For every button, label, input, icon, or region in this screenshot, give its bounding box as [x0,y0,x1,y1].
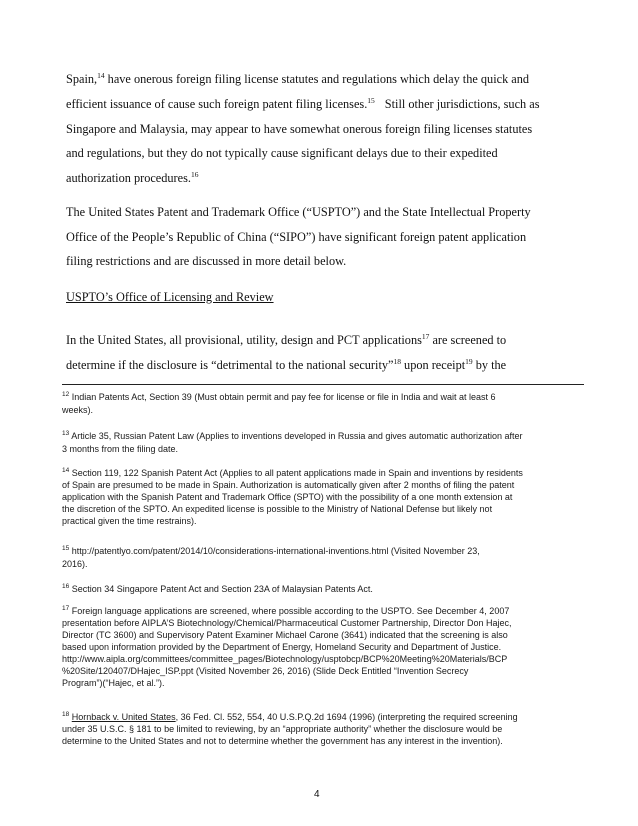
footnote-line: $^{14}$ Section 119, 122 Spanish Patent Act (Applies to all patent applications made in Spain and inventions by residents [62,467,523,478]
text-line: Office of the People’s Republic of China (“SIPO”) have significant foreign patent application [66,230,527,244]
footnote-ref-15[interactable]: 15 [367,96,375,105]
footnote-16 [62,584,592,594]
footnote-14 [62,468,592,526]
footnote-line: Program”)(“Hajec, et al.”). [62,678,165,688]
footnote-line: application with the Spanish Patent and Trademark Office (SPTO) with the possibility of a one month extension at [62,492,513,502]
text-line: and regulations, but they do not typically cause significant delays due to their expedited [66,146,498,160]
footnote-ref-18[interactable]: 18 [393,357,401,366]
footnote-number: 14 [62,467,70,474]
footnote-line: 3 months from the filing date. [62,444,179,454]
footnote-line: determine to the United States and not to determine whether the government has any interest in the invention). [62,736,503,746]
footnote-line: practical given the time restrains). [62,516,197,526]
text-line: The United States Patent and Trademark Office (“USPTO”) and the State Intellectual Property [66,205,531,219]
footnote-ref-16[interactable]: 16 [190,170,199,179]
case-citation: Hornback v. United States [71,712,176,722]
footnote-number: 15 [62,545,70,552]
text-line: Spain,$^{14}$ have onerous foreign filing license statutes and regulations which delay the quick and [66,71,530,86]
footnote-ref-19[interactable]: 19 [465,357,473,366]
text-line: determine if the disclosure is “detrimental to the national security”$^{18}$ upon receipt$^{19}$ by the [66,357,507,372]
footnote-13 [62,431,592,454]
footnote-12 [62,392,592,415]
text-line: Singapore and Malaysia, may appear to have somewhat onerous foreign filing licenses statutes [66,122,533,136]
footnote-number: 13 [62,430,70,437]
footnote-line: $^{12}$ Indian Patents Act, Section 39 (Must obtain permit and pay fee for license or file in India and wait at least 6 [62,391,496,402]
footnote-ref-14[interactable]: 14 [97,71,105,80]
text-line: authorization procedures.$^{16}$ [66,170,199,185]
footnote-18 [62,712,592,746]
footnote-line: of Spain are presumed to be made in Spain. Authorization is automatically given after 2 months of filing the patent [62,480,515,490]
section-heading: USPTO’s Office of Licensing and Review [66,290,274,304]
footnote-line: http://www.aipla.org/committees/committee_pages/Biotechnology/usptobcp/BCP%20Meeting%20Materials/BCP [62,654,508,664]
footnote-line: 2016). [62,559,88,569]
footnote-number: 17 [62,605,70,612]
footnote-line: presentation before AIPLA’S Biotechnology/Chemical/Pharmaceutical Customer Partnership, Director Don Hajec, [62,618,512,628]
footnote-line: $^{16}$ Section 34 Singapore Patent Act and Section 23A of Malaysian Patents Act. [62,583,373,594]
footnote-number: 16 [62,583,70,590]
footnote-number: 18 [62,711,70,718]
footnote-separator [62,384,584,385]
text-line: filing restrictions and are discussed in more detail below. [66,254,347,268]
footnote-line: $^{13}$ Article 35, Russian Patent Law (Applies to inventions developed in Russia and gives automatic authorization after [62,430,523,441]
footnote-number: 12 [62,391,70,398]
footnote-ref-17[interactable]: 17 [421,332,430,341]
footnote-line: the discretion of the SPTO. An expedited license is possible to the Ministry of National Defense but likely not [62,504,493,514]
footnote-line: Director (TC 3600) and Supervisory Patent Examiner Michael Carone (3641) indicated that the screening is also [62,630,508,640]
footnote-line [62,546,592,556]
footnote-15 [62,546,592,569]
text-line: efficient issuance of cause such foreign patent filing licenses.$^{15}$ Still other jurisdictions, such as [66,96,540,111]
footnote-line: $^{18}$ Hornback v. United States, 36 Fed. Cl. 552, 554, 40 U.S.P.Q.2d 1694 (1996) (interpreting the required screening [62,711,518,722]
footnote-line: based upon information provided by the Department of Energy, Homeland Security and Department of Justice. [62,642,502,652]
footnote-line: $^{17}$ Foreign language applications are screened, where possible according to the USPTO. See December 4, 2007 [62,605,510,616]
text-line: In the United States, all provisional, utility, design and PCT applications$^{17}$ are screened to [66,332,507,347]
footnote-line: weeks). [62,405,94,415]
footnote-link[interactable]: http://patentlyo.com/patent/2014/10/considerations-international-inventions.html (Visited November 23, [69,546,480,556]
page-number: 4 [314,789,320,800]
footnote-line: %20Site/120407/DHajec_ISP.ppt (Visited November 26, 2016) (Slide Deck Entitled “Invention Secrecy [62,666,469,676]
footnote-line: under 35 U.S.C. § 181 to be limited to reviewing, by an “appropriate authority” whether the disclosure would be [62,724,503,734]
footnote-17 [62,606,592,688]
